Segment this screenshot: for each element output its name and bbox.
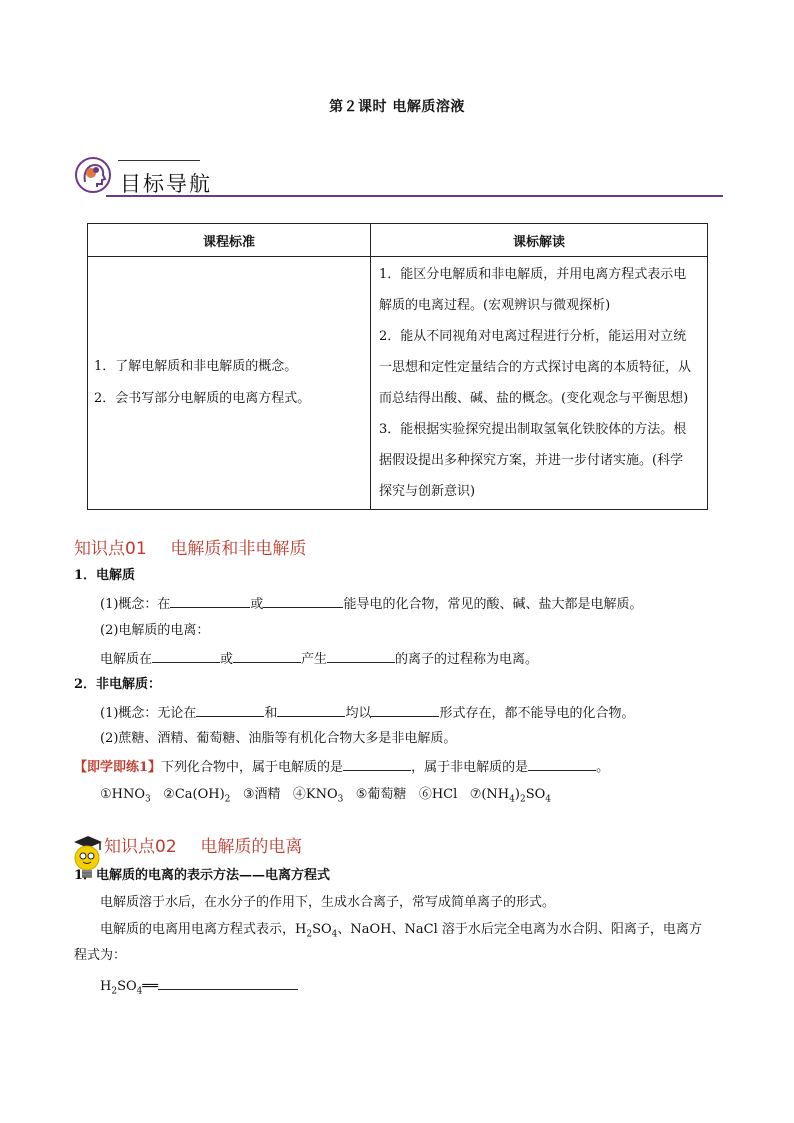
text: 2 [224, 794, 231, 805]
kp1-s1-ionization: (2)电解质的电离： [100, 623, 210, 638]
text: ══ [142, 979, 159, 994]
kp1-label: 知识点01 [74, 539, 147, 559]
nav-top-line [118, 160, 200, 161]
interpretation-line: 3．能根据实验探究提出制取氢氧化铁胶体的方法。根 [379, 422, 687, 437]
answer-blank[interactable] [233, 648, 301, 663]
answer-blank[interactable] [170, 593, 250, 608]
text: 4 [331, 929, 338, 940]
text: SO [117, 979, 137, 994]
text: ⑥HCl [418, 787, 458, 802]
text: 下列化合物中，属于电解质的是 [161, 760, 344, 775]
text: ) [514, 787, 520, 802]
kp2-s1-p1: 电解质溶于水后，在水分子的作用下，生成水合离子，常写成简单离子的形式。 [100, 895, 556, 910]
brain-icon [74, 156, 112, 194]
text: ⑦(NH [469, 787, 510, 802]
text: 产生 [301, 652, 328, 667]
text: 均以 [345, 706, 372, 721]
text: 形式存在，都不能导电的化合物。 [439, 706, 635, 721]
answer-blank[interactable] [196, 702, 264, 717]
text: 或 [220, 652, 234, 667]
text: H [100, 979, 112, 994]
kp1-s2-concept [100, 702, 634, 724]
kp2-s1-heading: 1．电解质的电离的表示方法——电离方程式 [74, 868, 331, 883]
page-title: 第２课时 电解质溶液 [329, 99, 465, 115]
text: ①HNO [100, 787, 146, 802]
kp1-s1-ionization-def [100, 648, 538, 670]
text: (1)概念：无论在 [100, 706, 197, 721]
kp1-s2-heading: 2．非电解质： [74, 677, 162, 692]
text: ②Ca(OH) [163, 787, 225, 802]
text: ，属于非电解质的是 [411, 760, 529, 775]
kp1-heading [74, 534, 306, 559]
standard-item: 2．会书写部分电解质的电离方程式。 [94, 391, 311, 406]
standard-item: 1．了解电解质和非电解质的概念。 [94, 359, 298, 374]
equation-h2so4 [100, 975, 298, 1002]
text: ⑤葡萄糖 [355, 787, 407, 802]
text: (1)概念：在 [100, 597, 171, 612]
kp1-s2-examples: (2)蔗糖、酒精、葡萄糖、油脂等有机化合物大多是非电解质。 [100, 731, 457, 746]
kp2-label: 知识点02 [104, 837, 177, 857]
kp1-s1-concept [100, 593, 642, 615]
practice-1-options [100, 785, 551, 810]
interpretation-line: 1．能区分电解质和非电解质，并用电离方程式表示电 [379, 267, 687, 282]
kp2-s1-p2 [100, 920, 702, 945]
text: 的离子的过程称为电离。 [395, 652, 539, 667]
text: 3 [337, 794, 344, 805]
text: 能导电的化合物，常见的酸、碱、盐大都是电解质。 [343, 597, 643, 612]
answer-blank[interactable] [343, 756, 411, 771]
text: 电解质的电离用电离方程式表示，H [100, 922, 307, 937]
text: 、NaOH、NaCl 溶于水后完全电离为水合阴、阳离子，电离方 [337, 922, 702, 937]
kp1-s1-heading: 1．电解质 [74, 568, 136, 583]
text: SO [312, 922, 332, 937]
kp2-heading [104, 832, 302, 857]
answer-blank[interactable] [277, 702, 345, 717]
kp2-title: 电解质的电离 [200, 837, 303, 857]
practice-1 [74, 756, 609, 778]
interpretation-line: 解质的电离过程。(宏观辨识与微观探析) [379, 298, 611, 313]
practice-tag: 【即学即练1】 [74, 760, 162, 775]
kp1-title: 电解质和非电解质 [170, 539, 307, 559]
text: 电解质在 [100, 652, 153, 667]
text: 4 [509, 794, 515, 805]
interpretation-line: 探究与创新意识) [379, 484, 476, 499]
interpretation-line: 一思想和定性定量结合的方式探讨电离的本质特征，从 [379, 360, 692, 375]
kp2-s1-p2-cont: 程式为： [74, 948, 127, 963]
text: 。 [596, 760, 610, 775]
interpretation-line: 据假设提出多种探究方案，并进一步付诸实施。(科学 [379, 453, 684, 468]
standards-table [87, 223, 708, 510]
text: SO [525, 787, 546, 802]
text: 4 [545, 794, 551, 805]
answer-blank[interactable] [263, 593, 343, 608]
nav-title: 目标导航 [120, 172, 212, 196]
text: ④KNO [292, 787, 338, 802]
interpretation-cell [371, 257, 708, 510]
answer-blank[interactable] [327, 648, 395, 663]
standards-cell [88, 257, 371, 510]
text: ③酒精 [242, 787, 281, 802]
interpretation-line: 2．能从不同视角对电离过程进行分析，能运用对立统 [379, 329, 687, 344]
text: 和 [264, 706, 278, 721]
answer-blank[interactable] [528, 756, 596, 771]
answer-blank[interactable] [371, 702, 439, 717]
answer-blank[interactable] [152, 648, 220, 663]
nav-divider [106, 195, 723, 197]
text: 2 [306, 929, 313, 940]
text: 3 [145, 794, 151, 805]
text: 2 [111, 986, 118, 997]
text: 4 [136, 986, 143, 997]
table-header-interpretation: 课标解读 [371, 224, 708, 257]
text: 2 [519, 794, 526, 805]
table-header-standard: 课程标准 [88, 224, 371, 257]
interpretation-line: 而总结得出酸、碱、盐的概念。(变化观念与平衡思想) [379, 391, 689, 406]
answer-blank[interactable] [158, 975, 298, 990]
text: 或 [250, 597, 264, 612]
